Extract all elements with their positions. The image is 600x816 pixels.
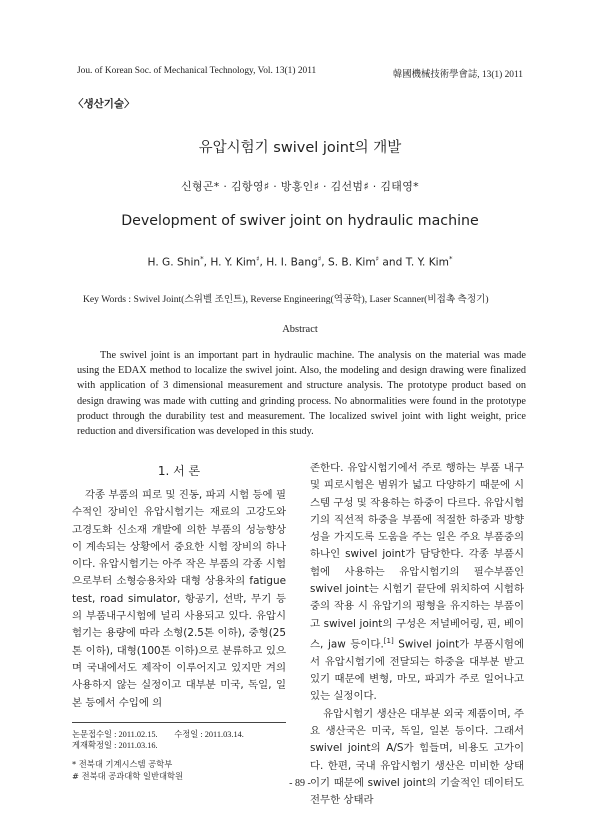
body-paragraph: 각종 부품의 피로 및 진동, 파괴 시험 등에 필수적인 장비인 유압시험기는 재료의 고강도와 고경도화 신소재 개발에 의한 부품의 성능향상이 계속되는 상황에서 중요한 시험 장비의 하나이다. 유압시험기는 아주 작은 부품의 각종 시험으로부터 소형승용차와 대형 상용차의 fatigue test, road simulator, 항공기, 선박, 무기 등의 부품내구시험에 널리 사용되고 있다. 유압시험기는 용량에 따라 소형(2.5톤 이하), 중형(25톤 이하), 대형(100톤 이하)으로 분류하고 있으며 국내에서도 제작이 이루어지고 있지만 겨의 사용하지 않는 실정이고 대부분 미국, 독일, 일본 등에서 수입에 의 bbox=[72, 489, 286, 709]
running-header bbox=[77, 66, 523, 80]
body-column-left bbox=[72, 487, 286, 712]
body-column-right bbox=[310, 460, 524, 809]
authors-korean: 신형곤* · 김항영♯ · 방홍인♯ · 김선범♯ · 김태영* bbox=[181, 180, 419, 193]
section-heading-introduction: 1. 서 론 bbox=[157, 464, 201, 478]
body-paragraph bbox=[310, 460, 524, 706]
keywords: Key Words : Swivel Joint(스위벨 조인트), Reverse Engineering(역공학), Laser Scanner(비접촉 측정기) bbox=[83, 294, 489, 305]
title-english: Development of swiver joint on hydraulic machine bbox=[121, 213, 479, 229]
affiliation-mark: ♯ bbox=[375, 255, 380, 263]
footnote-spacer bbox=[72, 751, 312, 759]
accepted-date: 게재확정일 : 2011.03.16. bbox=[72, 741, 158, 751]
footnotes bbox=[72, 729, 312, 782]
affiliation-mark: ♯ bbox=[256, 255, 260, 263]
author-name: H. G. Shin bbox=[147, 256, 201, 269]
page-number: - 89 - bbox=[289, 778, 311, 789]
abstract-text: The swivel joint is an important part in hydraulic machine. The analysis on the material was made using the EDAX method to localize the swivel joint. Also, the modeling and design drawing were finalized with application of 3 dimensional measurement and structure analysis. The prototype product based on design drawing was made with cutting and grinding process. No abnormalities were found in the prototype product through the durability test and measurement. The localized swivel joint with light weight, price reduction and diversification was developed in this study. bbox=[77, 350, 526, 438]
author-name: and T. Y. Kim bbox=[379, 256, 449, 269]
body-text: Swivel joint가 부품시험에서 유압시험기에 전달되는 하중을 대부분 받고 있기 때문에 변형, 마모, 파괴가 주로 일어나고 있는 실정이다. bbox=[310, 638, 524, 703]
received-revised-dates: 논문접수일 : 2011.02.15. 수정일 : 2011.03.14. bbox=[72, 730, 244, 739]
body-text: 존한다. 유압시험기에서 주로 행하는 부품 내구 및 피로시험은 범위가 넓고 다양하기 때문에 시스템 구성 및 작용하는 하중이 다르다. 유압시험기의 직선적 하중을 부품에 적절한 하중과 방향성을 가지도록 도움을 주는 일은 주요 부품중의 하나인 swivel joint가 담당한다. 각종 부품시험에 사용하는 유압시험기의 필수부품인 swivel joint는 시험기 끝단에 위치하여 시험하중의 작용 시 유압기의 평형을 유지하는 부품이고 swivel joint의 구성은 저널베어링, 핀, 베이스, jaw 등이다. bbox=[310, 462, 524, 651]
author-name: , S. B. Kim bbox=[321, 256, 376, 269]
affiliation-mark: ♯ bbox=[317, 255, 322, 263]
author-name: , H. Y. Kim bbox=[203, 256, 257, 269]
footnote-divider bbox=[72, 722, 286, 723]
author-name: , H. I. Bang bbox=[259, 256, 318, 269]
affiliation-2: # 전북대 공과대학 일반대학원 bbox=[72, 770, 184, 781]
section-tag: 〈생산기술〉 bbox=[73, 98, 135, 110]
journal-citation-ko: 韓國機械技術學會誌, 13(1) 2011 bbox=[392, 70, 523, 80]
abstract-heading: Abstract bbox=[282, 324, 318, 335]
authors-english bbox=[0, 255, 600, 269]
journal-citation-en: Jou. of Korean Soc. of Mechanical Technology, Vol. 13(1) 2011 bbox=[77, 66, 317, 76]
title-korean: 유압시험기 swivel joint의 개발 bbox=[198, 140, 402, 156]
citation-reference[interactable]: [1] bbox=[383, 636, 394, 645]
affiliation-mark: * bbox=[448, 255, 453, 263]
affiliation-1: * 전북대 기계시스템 공학부 bbox=[72, 759, 173, 770]
body-paragraph: 유압시험기 생산은 대부분 외국 제품이며, 주요 생산국은 미국, 독일, 일본 등이다. 그래서 swivel joint의 A/S가 힘들며, 비용도 고가이다. 한편, 국내 유압시험기 생산은 미비한 상태이기 때문에 swivel joint의 기술적인 데이터도 전무한 상태라 bbox=[310, 707, 524, 807]
affiliation-mark: * bbox=[200, 255, 204, 263]
